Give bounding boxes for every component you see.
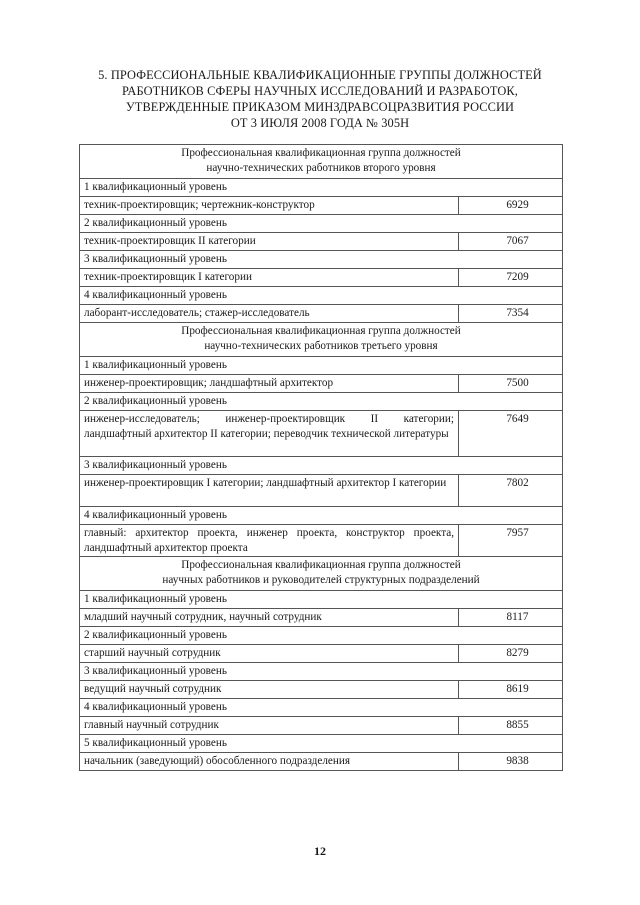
salary-value: 7649 [459, 411, 563, 457]
position-row [80, 681, 563, 699]
position-name: техник-проектировщик I категории [80, 269, 459, 287]
group-header-line: научных работников и руководителей структурных подразделений [162, 574, 480, 586]
position-name: техник-проектировщик II категории [80, 233, 459, 251]
position-row [80, 717, 563, 735]
position-row [80, 645, 563, 663]
level-row [80, 251, 563, 269]
salary-value: 8279 [459, 645, 563, 663]
salary-value: 8117 [459, 609, 563, 627]
title-line: 5. ПРОФЕССИОНАЛЬНЫЕ КВАЛИФИКАЦИОННЫЕ ГРУППЫ ДОЛЖНОСТЕЙ [98, 68, 542, 82]
position-row [80, 269, 563, 287]
salary-value: 7957 [459, 525, 563, 557]
position-name: ведущий научный сотрудник [80, 681, 459, 699]
level-row [80, 735, 563, 753]
level-row [80, 699, 563, 717]
group-header [80, 145, 563, 179]
position-row [80, 411, 563, 457]
position-name: старший научный сотрудник [80, 645, 459, 663]
group-header-row [80, 145, 563, 179]
level-row [80, 457, 563, 475]
level-label: 4 квалификационный уровень [80, 287, 563, 305]
position-row [80, 233, 563, 251]
salary-value: 7067 [459, 233, 563, 251]
group-header-line: научно-технических работников третьего уровня [204, 340, 438, 352]
position-row [80, 475, 563, 507]
level-row [80, 591, 563, 609]
group-header-line: Профессиональная квалификационная группа должностей [181, 559, 461, 571]
position-name: младший научный сотрудник, научный сотрудник [80, 609, 459, 627]
group-header-row [80, 323, 563, 357]
salary-value: 7500 [459, 375, 563, 393]
position-name: главный научный сотрудник [80, 717, 459, 735]
level-label: 2 квалификационный уровень [80, 393, 563, 411]
position-row [80, 305, 563, 323]
position-row [80, 753, 563, 771]
position-name: инженер-проектировщик; ландшафтный архитектор [80, 375, 459, 393]
salary-value: 8619 [459, 681, 563, 699]
salary-value: 7354 [459, 305, 563, 323]
level-label: 4 квалификационный уровень [80, 699, 563, 717]
position-name: начальник (заведующий) обособленного подразделения [80, 753, 459, 771]
level-label: 1 квалификационный уровень [80, 179, 563, 197]
level-label: 1 квалификационный уровень [80, 357, 563, 375]
level-row [80, 627, 563, 645]
salary-value: 8855 [459, 717, 563, 735]
level-row [80, 393, 563, 411]
level-row [80, 357, 563, 375]
salary-value: 7802 [459, 475, 563, 507]
qualification-table [79, 144, 563, 771]
level-label: 3 квалификационный уровень [80, 663, 563, 681]
page-number: 12 [314, 844, 326, 858]
level-row [80, 287, 563, 305]
level-label: 1 квалификационный уровень [80, 591, 563, 609]
group-header-line: Профессиональная квалификационная группа должностей [181, 147, 461, 159]
salary-value: 6929 [459, 197, 563, 215]
title-line: УТВЕРЖДЕННЫЕ ПРИКАЗОМ МИНЗДРАВСОЦРАЗВИТИЯ РОССИИ [125, 100, 515, 114]
title-line: РАБОТНИКОВ СФЕРЫ НАУЧНЫХ ИССЛЕДОВАНИЙ И РАЗРАБОТОК, [122, 84, 518, 98]
position-row [80, 375, 563, 393]
salary-value: 7209 [459, 269, 563, 287]
level-label: 2 квалификационный уровень [80, 627, 563, 645]
level-label: 5 квалификационный уровень [80, 735, 563, 753]
level-row [80, 179, 563, 197]
group-header-line: научно-технических работников второго уровня [206, 162, 436, 174]
level-row [80, 507, 563, 525]
position-name: лаборант-исследователь; стажер-исследователь [80, 305, 459, 323]
position-name: инженер-проектировщик I категории; ландшафтный архитектор I категории [80, 475, 459, 507]
position-name: главный: архитектор проекта, инженер проекта, конструктор проекта, ландшафтный архитектор проекта [80, 525, 459, 557]
position-row [80, 197, 563, 215]
level-row [80, 215, 563, 233]
position-name: инженер-исследователь; инженер-проектировщик II категории; ландшафтный архитектор II категории; переводчик технической литературы [80, 411, 459, 457]
position-name: техник-проектировщик; чертежник-конструктор [80, 197, 459, 215]
salary-value: 9838 [459, 753, 563, 771]
position-row [80, 525, 563, 557]
group-header-line: Профессиональная квалификационная группа должностей [181, 325, 461, 337]
group-header-row [80, 557, 563, 591]
group-header [80, 323, 563, 357]
level-row [80, 663, 563, 681]
level-label: 3 квалификационный уровень [80, 457, 563, 475]
position-row [80, 609, 563, 627]
level-label: 2 квалификационный уровень [80, 215, 563, 233]
title-line: ОТ 3 ИЮЛЯ 2008 ГОДА № 305Н [230, 116, 410, 130]
level-label: 4 квалификационный уровень [80, 507, 563, 525]
group-header [80, 557, 563, 591]
document-title [60, 67, 580, 131]
level-label: 3 квалификационный уровень [80, 251, 563, 269]
